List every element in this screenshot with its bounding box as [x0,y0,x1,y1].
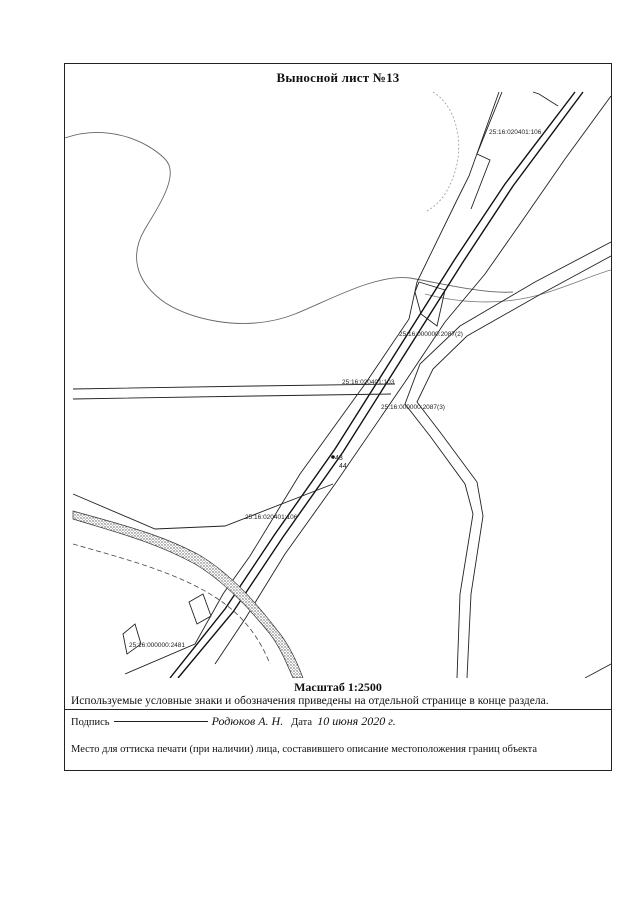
road-line [73,394,391,399]
contour-line [65,133,513,324]
point-number: 44 [339,463,347,470]
parcel-label: 25:16:020401:106 [489,129,542,136]
signature-line [114,721,208,722]
parcel-boundary [471,92,502,209]
branch-road [405,242,611,678]
corridor-boundary-left [125,92,499,674]
date-label: Дата [291,717,313,728]
page-title: Выносной лист №13 [276,70,400,85]
parcel-boundary [533,92,558,106]
parcel-label: 25:16:000000:2087(2) [399,331,463,338]
parcel-label: 25:16:000000:2087(3) [381,404,445,411]
parcel-label: 25:16:000000:2481 [129,642,186,649]
signature-row [71,714,396,729]
stamp-note: Место для оттиска печати (при наличии) лица, составившего описание местоположения границ объекта [71,744,538,755]
structure-outline [123,624,141,654]
divider [65,709,611,710]
branch-road [417,256,611,678]
legend-note: Используемые условные знаки и обозначения приведены на отдельной странице в конце раздела. [71,695,549,707]
parcel-label: 25:16:020401:103 [342,379,395,386]
signature-label: Подпись [71,717,110,728]
map-sheet [64,63,612,771]
map-scale: Масштаб 1:2500 [294,680,382,694]
hatched-strip [73,511,303,678]
parcel-label: 25:16:020401:106 [245,514,298,521]
structure-outline [189,594,211,624]
cadastral-map [65,64,611,678]
corridor-boundary-right [215,96,611,664]
signer-name: Родюков А. Н. [211,714,284,728]
parcel-boundary [585,664,611,678]
signature-date: 10 июня 2020 г. [317,714,396,728]
contour-line-dashed [425,92,459,212]
point-number: 43 [335,455,343,462]
parcel-boundary [415,282,445,326]
